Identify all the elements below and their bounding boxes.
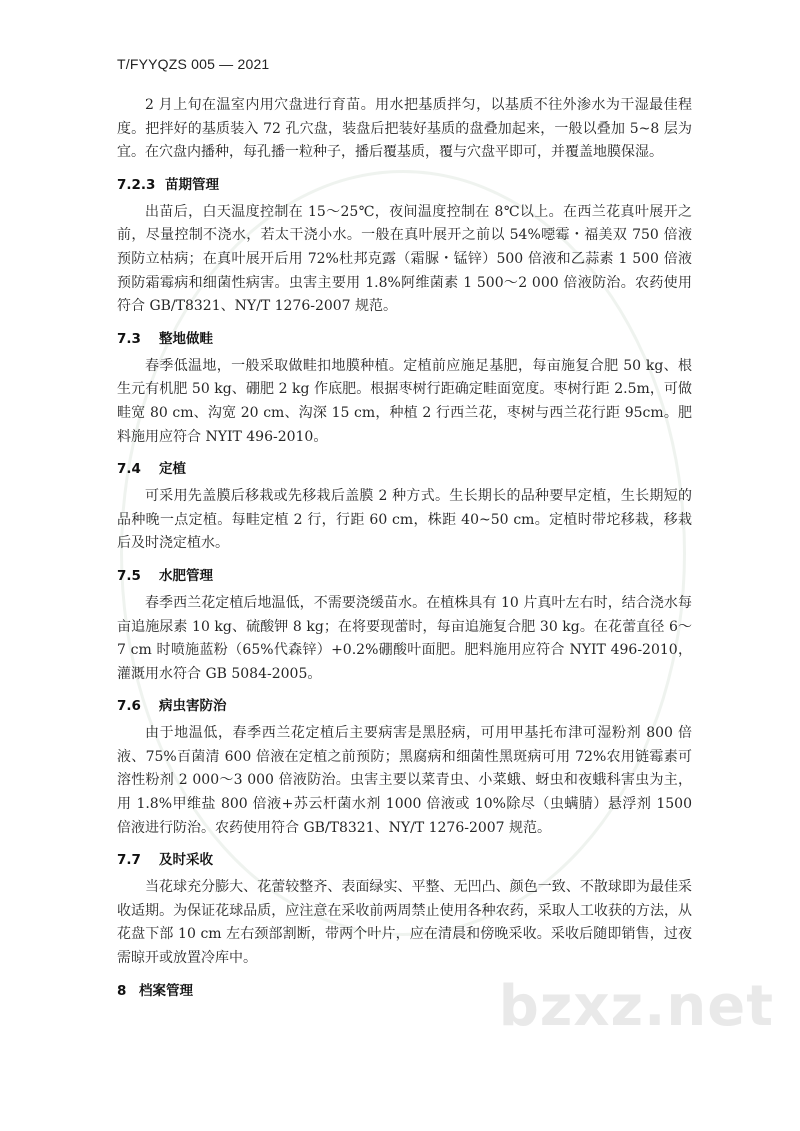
section-title: 档案管理 <box>139 982 193 999</box>
document-body <box>117 94 692 1007</box>
section-heading <box>117 564 692 584</box>
section-title: 苗期管理 <box>165 176 219 193</box>
section-number: 8 <box>117 982 127 999</box>
section-heading <box>117 173 692 193</box>
section-number: 7.4 <box>117 461 141 478</box>
section-title: 病虫害防治 <box>159 698 227 715</box>
section-title: 水肥管理 <box>159 567 213 584</box>
section-heading <box>117 327 692 347</box>
section-heading <box>117 694 692 714</box>
body-paragraph: 2 月上旬在温室内用穴盘进行育苗。用水把基质拌匀，以基质不往外渗水为干湿最佳程度。把拌好的基质装入 72 孔穴盘，装盘后把装好基质的盘叠加起来，一般以叠加 5~8 层为宜。在穴盘内播种，每孔播一粒种子，播后覆基质，覆与穴盘平即可，并覆盖地膜保湿。 <box>117 97 692 161</box>
section-heading <box>117 457 692 477</box>
section-title: 整地做畦 <box>159 330 213 347</box>
body-paragraph: 当花球充分膨大、花蕾较整齐、表面绿实、平整、无凹凸、颜色一致、不散球即为最佳采收适期。为保证花球品质，应注意在采收前两周禁止使用各种农药，采取人工收获的方法，从花盘下部 10 cm 左右颈部割断，带两个叶片，应在清晨和傍晚采收。采收后随即销售，过夜需晾开或放置冷库中。 <box>117 879 692 967</box>
body-paragraph: 春季西兰花定植后地温低，不需要浇缓苗水。在植株具有 10 片真叶左右时，结合浇水每亩追施尿素 10 kg、硫酸钾 8 kg；在将要现蕾时，每亩追施复合肥 30 kg。在花蕾直径 6～7 cm 时喷施蓝粉（65%代森锌）+0.2%硼酸叶面肥。肥料施用应符合 NYIT 496-2010，灌溉用水符合 GB 5084-2005。 <box>117 594 692 682</box>
body-paragraph: 由于地温低，春季西兰花定植后主要病害是黑胫病，可用甲基托布津可湿粉剂 800 倍液、75%百菌清 600 倍液在定植之前预防；黑腐病和细菌性黑斑病可用 72%农用链霉素可溶性粉剂 2 000～3 000 倍液防治。虫害主要以菜青虫、小菜蛾、蚜虫和夜蛾科害虫为主，用 1.8%甲维盐 800 倍液+苏云杆菌水剂 1000 倍液或 10%除尽（虫螨腈）悬浮剂 1500 倍液进行防治。农药使用符合 GB/T8321、NY/T 1276-2007 规范。 <box>117 725 692 836</box>
section-title: 定植 <box>159 461 186 478</box>
section-title: 及时采收 <box>159 852 213 869</box>
section-number: 7.7 <box>117 852 141 869</box>
site-watermark: bzxz.net <box>498 974 774 1039</box>
standard-code-header: T/FYYQZS 005 — 2021 <box>117 56 270 72</box>
body-paragraph: 可采用先盖膜后移栽或先移栽后盖膜 2 种方式。生长期长的品种要早定植，生长期短的品种晚一点定植。每畦定植 2 行，行距 60 cm，株距 40~50 cm。定植时带坨移栽，移栽后及时浇定植水。 <box>117 488 692 552</box>
section-heading <box>117 848 692 868</box>
section-number: 7.6 <box>117 698 141 715</box>
section-number: 7.5 <box>117 567 141 584</box>
section-number: 7.3 <box>117 330 141 347</box>
section-number: 7.2.3 <box>117 176 156 193</box>
body-paragraph: 出苗后，白天温度控制在 15～25℃，夜间温度控制在 8℃以上。在西兰花真叶展开之前，尽量控制不浇水，若太干浇小水。一般在真叶展开之前以 54%噁霉・福美双 750 倍液预防立枯病；在真叶展开后用 72%杜邦克露（霜脲・锰锌）500 倍液和乙蒜素 1 500 倍液预防霜霉病和细菌性病害。虫害主要用 1.8%阿维菌素 1 500～2 000 倍液防治。农药使用符合 GB/T8321、NY/T 1276-2007 规范。 <box>117 203 692 315</box>
body-paragraph: 春季低温地，一般采取做畦扣地膜种植。定植前应施足基肥，每亩施复合肥 50 kg、根生元有机肥 50 kg、硼肥 2 kg 作底肥。根据枣树行距确定畦面宽度。枣树行距 2.5m，可做畦宽 80 cm、沟宽 20 cm、沟深 15 cm，种植 2 行西兰花，枣树与西兰花行距 95cm。肥料施用应符合 NYIT 496-2010。 <box>117 357 692 445</box>
